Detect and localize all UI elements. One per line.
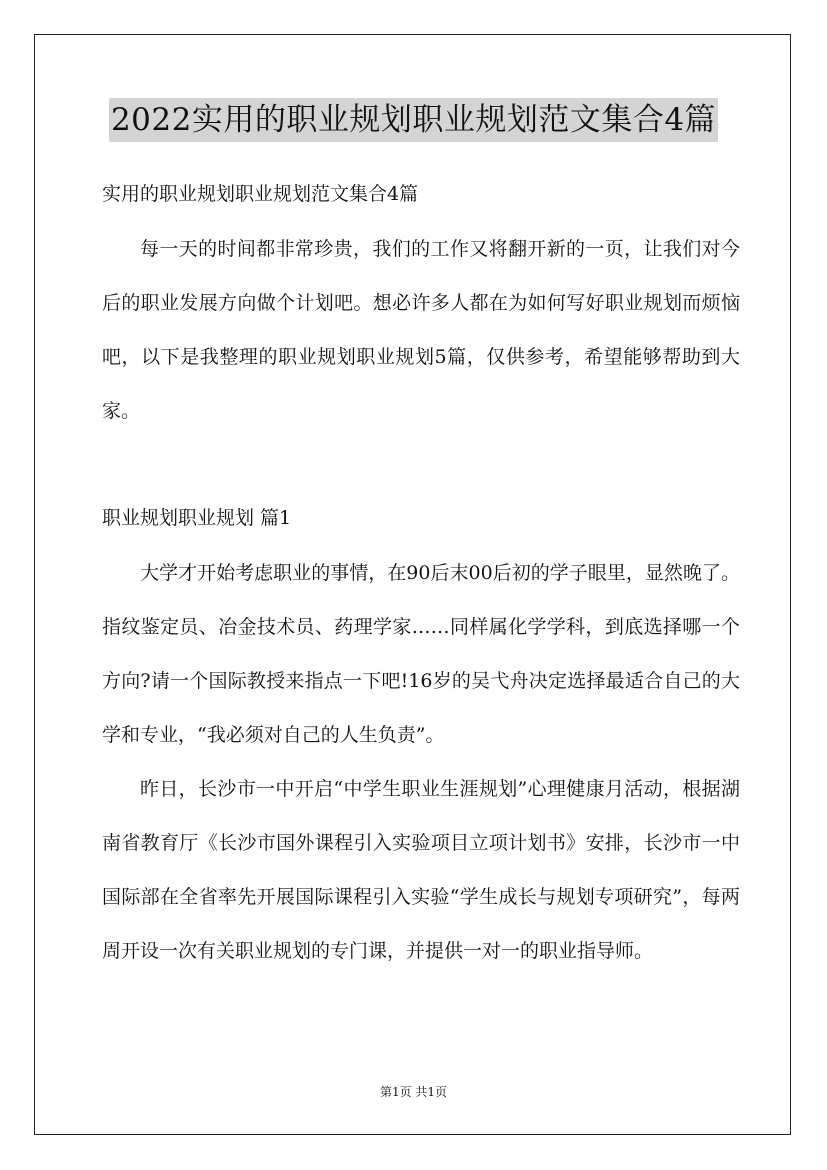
intro-paragraph: 每一天的时间都非常珍贵，我们的工作又将翻开新的一页，让我们对今后的职业发展方向做个计划吧。想必许多人都在为如何写好职业规划而烦恼吧，以下是我整理的职业规划职业规划5篇，仅供参考，希望能够帮助到大家。: [102, 238, 740, 422]
page-footer: [0, 1084, 827, 1100]
document-title: 2022实用的职业规划职业规划范文集合4篇: [109, 98, 718, 142]
section-heading: 职业规划职业规划 篇1: [102, 507, 292, 529]
section-paragraph-1: 大学才开始考虑职业的事情，在90后末00后初的学子眼里，显然晚了。指纹鉴定员、冶金技术员、药理学家……同样属化学学科，到底选择哪一个方向?请一个国际教授来指点一下吧!16岁的吴弋舟决定选择最适合自己的大学和专业，“我必须对自己的人生负责”。: [102, 562, 740, 746]
title-container: [0, 98, 827, 142]
section-paragraph-2: 昨日，长沙市一中开启“中学生职业生涯规划”心理健康月活动，根据湖南省教育厅《长沙市国外课程引入实验项目立项计划书》安排，长沙市一中国际部在全省率先开展国际课程引入实验“学生成长与规划专项研究”，每两周开设一次有关职业规划的专门课，并提供一对一的职业指导师。: [102, 778, 740, 962]
page-number-label: 第1页 共1页: [379, 1085, 448, 1099]
document-subtitle: 实用的职业规划职业规划范文集合4篇: [102, 183, 419, 205]
